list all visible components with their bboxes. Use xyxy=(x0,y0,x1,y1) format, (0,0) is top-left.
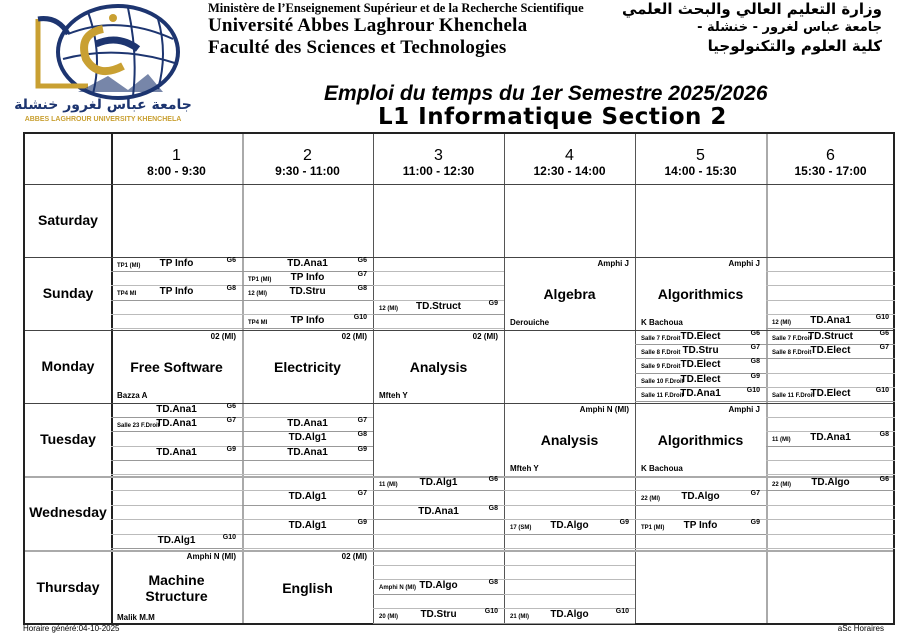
session-slot[interactable] xyxy=(504,477,635,491)
lecture-room: 02 (MI) xyxy=(210,332,236,341)
session-name: TD.Ana1 xyxy=(156,446,197,458)
session-slot[interactable] xyxy=(111,506,242,520)
session-slot[interactable] xyxy=(766,374,895,388)
session-slot[interactable] xyxy=(635,491,766,505)
session-room: TP4 MI xyxy=(248,319,268,326)
session-group: G10 xyxy=(875,313,889,321)
session-name: TP Info xyxy=(290,272,325,284)
session-group: G7 xyxy=(879,344,889,352)
session-name: TD.Alg1 xyxy=(288,520,327,532)
day-label-saturday: Saturday xyxy=(38,211,98,228)
session-group: G10 xyxy=(222,533,236,541)
session-slot[interactable] xyxy=(504,609,635,624)
session-room: Salle 7 F.Droit xyxy=(641,336,681,342)
session-name: TD.Alg1 xyxy=(288,432,327,444)
session-name: TD.Ana1 xyxy=(156,404,197,415)
session-room: Salle 11 F.Droit xyxy=(641,392,684,399)
session-slot[interactable] xyxy=(504,580,635,595)
session-group: G10 xyxy=(875,386,889,394)
period-number: 4 xyxy=(565,147,574,164)
session-name: TD.Struct xyxy=(808,331,853,342)
session-room: TP1 (MI) xyxy=(641,525,665,532)
session-group: G8 xyxy=(488,579,498,587)
session-slot[interactable] xyxy=(635,345,766,359)
day-label-wednesday: Wednesday xyxy=(29,504,107,520)
period-time: 8:00 - 9:30 xyxy=(147,164,206,178)
timetable-cell[interactable] xyxy=(504,257,635,330)
session-slot[interactable] xyxy=(373,491,504,505)
timetable-cell[interactable] xyxy=(242,257,373,330)
university-name: Université Abbes Laghrour Khenchela xyxy=(208,15,528,36)
day-label-thursday: Thursday xyxy=(36,578,100,595)
session-group: G6 xyxy=(226,403,236,410)
session-group: G8 xyxy=(357,431,367,439)
session-slot[interactable] xyxy=(373,520,504,534)
timetable-cell[interactable] xyxy=(504,403,635,476)
session-name: TD.Ana1 xyxy=(810,314,851,326)
timetable-cell[interactable] xyxy=(111,476,242,550)
session-slot[interactable] xyxy=(111,286,242,300)
lecture-professor: Mfteh Y xyxy=(510,464,539,473)
session-room: 20 (MI) xyxy=(379,614,399,621)
timetable-title: Emploi du temps du 1er Semestre 2025/2026 xyxy=(324,82,768,105)
session-slot[interactable] xyxy=(242,447,373,461)
lecture-name: Electricity xyxy=(274,358,341,375)
session-name: TD.Stru xyxy=(420,609,457,621)
session-group: G10 xyxy=(484,608,498,616)
session-slot[interactable] xyxy=(242,520,373,534)
session-slot[interactable] xyxy=(373,506,504,520)
session-slot[interactable] xyxy=(373,258,504,272)
session-slot[interactable] xyxy=(766,345,895,359)
timetable-cell[interactable] xyxy=(635,476,766,550)
session-slot[interactable] xyxy=(111,535,242,549)
session-slot[interactable] xyxy=(504,491,635,505)
session-name: TD.Ana1 xyxy=(287,258,328,269)
session-name: TD.Ana1 xyxy=(287,446,328,458)
lecture-room: 02 (MI) xyxy=(341,552,367,561)
period-time: 15:30 - 17:00 xyxy=(794,164,867,178)
session-slot[interactable] xyxy=(111,404,242,418)
lecture-room: 02 (MI) xyxy=(472,332,498,341)
session-slot[interactable] xyxy=(242,315,373,329)
session-room: Salle 8 F.Droit xyxy=(641,350,681,357)
session-slot[interactable] xyxy=(766,432,895,446)
timetable-cell[interactable] xyxy=(373,476,504,550)
session-group: G9 xyxy=(226,445,236,453)
session-slot[interactable] xyxy=(242,461,373,475)
session-name: TD.Elect xyxy=(810,345,851,357)
lecture-room: Amphi J xyxy=(728,405,760,414)
session-name: TP Info xyxy=(159,258,194,269)
timetable-cell[interactable] xyxy=(504,184,635,257)
session-room: 12 (MI) xyxy=(379,305,399,312)
session-slot[interactable] xyxy=(242,404,373,418)
period-time: 11:00 - 12:30 xyxy=(402,164,475,178)
session-slot[interactable] xyxy=(766,461,895,475)
timetable-cell[interactable] xyxy=(635,184,766,257)
timetable-cell[interactable] xyxy=(635,403,766,476)
session-room: 11 (MI) xyxy=(379,482,398,488)
column-header-3 xyxy=(373,148,504,178)
timetable-cell[interactable] xyxy=(111,257,242,330)
timetable-cell[interactable] xyxy=(766,257,895,330)
period-time: 14:00 - 15:30 xyxy=(664,164,737,178)
session-group: G9 xyxy=(488,299,498,307)
session-group: G7 xyxy=(750,490,760,498)
column-header-2 xyxy=(242,148,373,178)
session-slot[interactable] xyxy=(111,418,242,432)
logo-emblem-icon xyxy=(8,4,198,124)
lecture-professor: Malik M.M xyxy=(117,613,155,622)
software-credit: aSc Horaires xyxy=(837,624,884,633)
timetable-cell[interactable] xyxy=(504,476,635,550)
column-header-4 xyxy=(504,148,635,178)
session-slot[interactable] xyxy=(635,388,766,402)
lecture-name: English xyxy=(282,579,333,596)
session-group: G9 xyxy=(357,519,367,527)
french-header xyxy=(208,0,584,59)
session-slot[interactable] xyxy=(504,551,635,566)
period-time: 9:30 - 11:00 xyxy=(275,164,340,178)
timetable-cell[interactable] xyxy=(766,330,895,403)
session-slot[interactable] xyxy=(373,286,504,300)
session-slot[interactable] xyxy=(635,506,766,520)
period-time: 12:30 - 14:00 xyxy=(533,164,606,178)
session-slot[interactable] xyxy=(242,535,373,549)
session-slot[interactable] xyxy=(504,506,635,520)
session-room: 21 (MI) xyxy=(510,614,530,621)
session-slot[interactable] xyxy=(766,447,895,461)
session-slot[interactable] xyxy=(766,301,895,315)
timetable-cell[interactable] xyxy=(373,330,504,403)
session-group: G6 xyxy=(879,330,889,337)
lecture-room: Amphi J xyxy=(597,259,629,268)
session-slot[interactable] xyxy=(766,388,895,402)
session-slot[interactable] xyxy=(504,520,635,534)
session-slot[interactable] xyxy=(242,286,373,300)
session-group: G8 xyxy=(226,285,236,293)
session-room: Salle 11 F.Droit xyxy=(772,392,815,399)
session-slot[interactable] xyxy=(111,432,242,446)
timetable-cell[interactable] xyxy=(111,550,242,625)
timetable-cell[interactable] xyxy=(635,257,766,330)
session-slot[interactable] xyxy=(766,258,895,272)
generated-date: Horaire généré:04-10-2025 xyxy=(23,624,120,633)
session-group: G8 xyxy=(750,358,760,366)
timetable-cell[interactable] xyxy=(242,330,373,403)
session-name: TD.Elect xyxy=(680,373,721,385)
session-name: TP Info xyxy=(159,286,194,298)
session-name: TD.Stru xyxy=(682,345,719,357)
session-group: G8 xyxy=(488,504,498,512)
session-slot[interactable] xyxy=(111,272,242,286)
timetable-cell[interactable] xyxy=(504,550,635,625)
session-room: Salle 7 F.Droit xyxy=(772,336,812,342)
session-slot[interactable] xyxy=(766,418,895,432)
period-number: 1 xyxy=(172,147,181,164)
session-room: Salle 9 F.Droit xyxy=(641,364,681,371)
session-group: G7 xyxy=(357,271,367,279)
session-group: G9 xyxy=(750,519,760,527)
session-name: TD.Alg1 xyxy=(157,534,196,546)
svg-text:ABBES LAGHROUR UNIVERSITY KHEN: ABBES LAGHROUR UNIVERSITY KHENCHELA xyxy=(24,116,182,123)
column-header-5 xyxy=(635,148,766,178)
session-name: TD.Elect xyxy=(810,387,851,399)
session-room: TP1 (MI) xyxy=(248,277,272,284)
session-name: TD.Struct xyxy=(416,300,461,312)
session-slot[interactable] xyxy=(766,359,895,373)
column-header-1 xyxy=(111,148,242,178)
session-slot[interactable] xyxy=(373,609,504,624)
period-number: 2 xyxy=(303,147,312,164)
session-room: 17 (SM) xyxy=(510,525,532,532)
timetable-cell[interactable] xyxy=(111,330,242,403)
timetable-cell[interactable] xyxy=(373,257,504,330)
session-group: G6 xyxy=(226,257,236,264)
lecture-professor: Mfteh Y xyxy=(379,391,408,400)
session-name: TD.Algo xyxy=(811,477,850,488)
faculty-name: Faculté des Sciences et Technologies xyxy=(208,37,507,58)
session-slot[interactable] xyxy=(242,258,373,272)
session-slot[interactable] xyxy=(766,331,895,345)
timetable-cell[interactable] xyxy=(766,550,895,625)
day-label-monday: Monday xyxy=(41,357,95,374)
ministry-name-ar: وزارة التعليم العالي والبحث العلمي xyxy=(621,0,882,18)
session-slot[interactable] xyxy=(373,272,504,286)
session-room: TP4 MI xyxy=(117,291,137,298)
timetable-cell[interactable] xyxy=(766,403,895,476)
session-room: Amphi N (MI) xyxy=(379,585,416,592)
section-title: L1 Informatique Section 2 xyxy=(378,104,727,130)
session-slot[interactable] xyxy=(373,301,504,315)
session-name: TD.Ana1 xyxy=(810,432,851,444)
session-slot[interactable] xyxy=(111,258,242,272)
session-slot[interactable] xyxy=(242,272,373,286)
session-slot[interactable] xyxy=(242,477,373,491)
session-slot[interactable] xyxy=(373,595,504,610)
session-room: Salle 23 F.Droit xyxy=(117,423,160,430)
session-name: TD.Ana1 xyxy=(287,418,328,430)
session-group: G9 xyxy=(357,445,367,453)
session-slot[interactable] xyxy=(111,520,242,534)
session-slot[interactable] xyxy=(635,359,766,373)
faculty-name-ar: كلية العلوم والتكنولوجيا xyxy=(707,37,882,55)
session-slot[interactable] xyxy=(111,447,242,461)
session-room: Salle 10 F.Droit xyxy=(641,378,684,385)
session-slot[interactable] xyxy=(373,315,504,329)
timetable-grid xyxy=(23,132,895,625)
timetable-cell[interactable] xyxy=(242,476,373,550)
svg-text:جامعة عباس لغرور خنشلة: جامعة عباس لغرور خنشلة xyxy=(14,97,192,113)
lecture-name: Algorithmics xyxy=(657,431,744,448)
session-slot[interactable] xyxy=(111,301,242,315)
session-slot[interactable] xyxy=(111,491,242,505)
session-group: G7 xyxy=(750,344,760,352)
session-group: G10 xyxy=(353,313,367,321)
session-room: 12 (MI) xyxy=(248,291,268,298)
timetable-cell[interactable] xyxy=(635,330,766,403)
session-name: TD.Algo xyxy=(550,609,589,621)
session-slot[interactable] xyxy=(373,477,504,491)
session-slot[interactable] xyxy=(111,477,242,491)
timetable-cell[interactable] xyxy=(373,550,504,625)
session-slot[interactable] xyxy=(766,404,895,418)
session-slot[interactable] xyxy=(766,491,895,505)
university-logo xyxy=(8,4,198,124)
arabic-header xyxy=(622,0,882,56)
session-room: 11 (MI) xyxy=(772,437,791,444)
session-slot[interactable] xyxy=(242,432,373,446)
session-name: TD.Stru xyxy=(289,286,326,298)
lecture-room: Amphi J xyxy=(728,259,760,268)
session-name: TD.Algo xyxy=(550,520,589,532)
session-slot[interactable] xyxy=(635,477,766,491)
lecture-name: Analysis xyxy=(540,431,599,448)
lecture-professor: K Bachoua xyxy=(641,318,683,327)
session-group: G6 xyxy=(488,476,498,483)
timetable-cell[interactable] xyxy=(373,184,504,257)
session-name: TD.Ana1 xyxy=(156,418,197,430)
session-name: TD.Algo xyxy=(681,491,720,503)
lecture-room: Amphi N (MI) xyxy=(579,405,629,414)
session-room: Salle 8 F.Droit xyxy=(772,350,812,357)
timetable-cell[interactable] xyxy=(504,330,635,403)
session-slot[interactable] xyxy=(242,418,373,432)
session-slot[interactable] xyxy=(504,595,635,610)
session-group: G7 xyxy=(226,417,236,425)
lecture-name: Machine Structure xyxy=(145,571,208,604)
timetable-cell[interactable] xyxy=(111,184,242,257)
lecture-professor: Bazza A xyxy=(117,391,148,400)
session-slot[interactable] xyxy=(766,535,895,549)
session-group: G9 xyxy=(750,372,760,380)
timetable-cell[interactable] xyxy=(766,184,895,257)
session-slot[interactable] xyxy=(111,461,242,475)
session-slot[interactable] xyxy=(635,535,766,549)
lecture-name: Algorithmics xyxy=(657,285,744,302)
timetable-cell[interactable] xyxy=(242,403,373,476)
day-label-sunday: Sunday xyxy=(42,284,94,301)
session-slot[interactable] xyxy=(635,374,766,388)
session-slot[interactable] xyxy=(766,315,895,329)
ministry-name: Ministère de l’Enseignement Supérieur et de la Recherche Scientifique xyxy=(208,1,584,15)
session-slot[interactable] xyxy=(373,580,504,595)
timetable-cell[interactable] xyxy=(111,403,242,476)
lecture-name: Analysis xyxy=(409,358,468,375)
session-room: 12 (MI) xyxy=(772,319,792,326)
session-slot[interactable] xyxy=(242,491,373,505)
session-group: G6 xyxy=(879,476,889,483)
column-header-6 xyxy=(766,148,895,178)
session-name: TD.Alg1 xyxy=(419,477,458,488)
lecture-room: Amphi N (MI) xyxy=(186,552,236,561)
lecture-room: 02 (MI) xyxy=(341,332,367,341)
day-label-tuesday: Tuesday xyxy=(40,430,96,447)
university-name-ar: جامعة عباس لغرور - خنشلة - xyxy=(697,20,882,35)
session-name: TD.Algo xyxy=(419,580,458,592)
session-group: G9 xyxy=(619,519,629,527)
timetable-cell[interactable] xyxy=(373,403,504,476)
session-name: TD.Ana1 xyxy=(680,387,721,399)
timetable-cell[interactable] xyxy=(766,476,895,550)
session-slot[interactable] xyxy=(373,551,504,566)
session-name: TD.Alg1 xyxy=(288,491,327,503)
session-group: G7 xyxy=(357,417,367,425)
lecture-name: Free Software xyxy=(130,358,223,375)
session-slot[interactable] xyxy=(242,506,373,520)
session-slot[interactable] xyxy=(766,506,895,520)
session-slot[interactable] xyxy=(111,315,242,329)
session-room: 22 (MI) xyxy=(641,496,661,503)
session-room: 22 (MI) xyxy=(772,482,792,488)
period-number: 6 xyxy=(826,147,835,164)
session-slot[interactable] xyxy=(635,520,766,534)
session-slot[interactable] xyxy=(766,520,895,534)
period-number: 3 xyxy=(434,147,443,164)
timetable-cell[interactable] xyxy=(635,550,766,625)
session-room: TP1 (MI) xyxy=(117,263,141,269)
session-slot[interactable] xyxy=(635,331,766,345)
session-slot[interactable] xyxy=(504,535,635,549)
session-group: G10 xyxy=(746,386,760,394)
session-slot[interactable] xyxy=(242,301,373,315)
session-slot[interactable] xyxy=(766,272,895,286)
session-slot[interactable] xyxy=(373,535,504,549)
session-name: TP Info xyxy=(683,520,718,532)
lecture-professor: Derouiche xyxy=(510,318,550,327)
session-group: G8 xyxy=(879,431,889,439)
lecture-name: Algebra xyxy=(543,285,596,302)
session-group: G6 xyxy=(357,257,367,264)
period-number: 5 xyxy=(696,147,705,164)
session-slot[interactable] xyxy=(373,566,504,581)
session-group: G7 xyxy=(357,490,367,498)
session-slot[interactable] xyxy=(766,477,895,491)
timetable-cell[interactable] xyxy=(242,184,373,257)
session-name: TD.Elect xyxy=(680,359,721,371)
timetable-cell[interactable] xyxy=(242,550,373,625)
lecture-professor: K Bachoua xyxy=(641,464,683,473)
session-name: TD.Elect xyxy=(680,331,721,342)
session-name: TP Info xyxy=(290,314,325,326)
session-group: G6 xyxy=(750,330,760,337)
session-slot[interactable] xyxy=(504,566,635,581)
session-slot[interactable] xyxy=(766,286,895,300)
session-name: TD.Ana1 xyxy=(418,505,459,517)
session-group: G8 xyxy=(357,285,367,293)
session-group: G10 xyxy=(615,608,629,616)
